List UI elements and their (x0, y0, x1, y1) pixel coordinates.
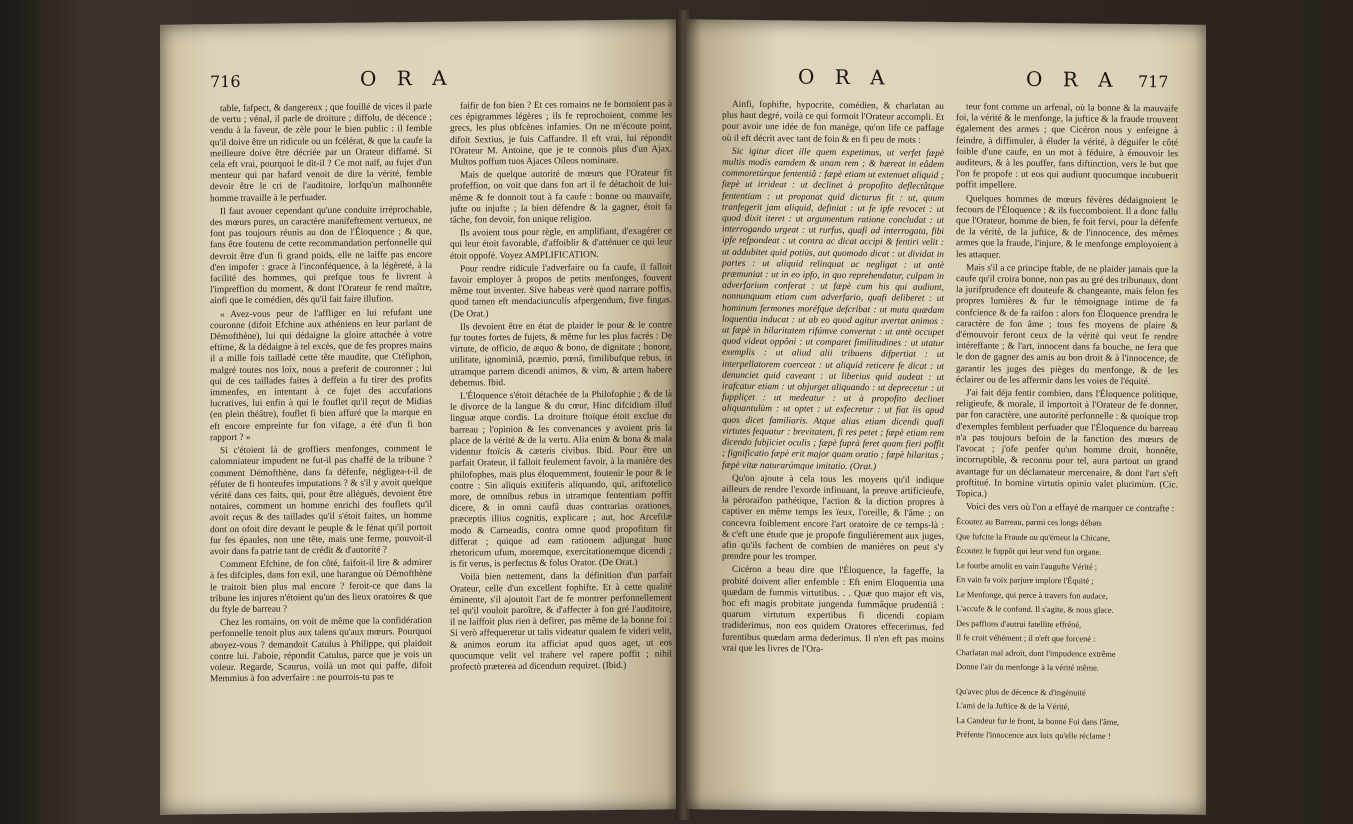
paragraph: Comment Efchine, de fon côté, faifoit-il lire & admirer à fes difciples, dans fon exil, une harangue où Démofthène le traitoit bien plus mal encore ? feroit-ce que dans la tribune les injures n'étoient qu'un des lieux oratoires & que du ftyle de barreau ? (210, 558, 432, 616)
paragraph: « Avez-vous peur de l'affliger en lui refufant une couronne (difoit Efchine aux athéniens en leur parlant de Démofthène), lui qui dédaigne la gloire attachée à votre eftime, & la dédaigne à tel excès, que de fes propres mains il a mille fois tailladé cette tête maudite, que Ctéfiphon, malgré toutes nos loix, nous a preferit de couronner ; lui qui de ces taillades faites à deffein a fu tirer des profits immenfes, en intentant à ce fujet des accufations lucratives, lui enfin à qui le fouflet qu'il reçut de Midias (en plein théâtre), fouflet fi bien affuré que la marque en eft encore empreinte fur fon vifage, a été d'un fi bon rapport ? » (210, 307, 432, 444)
paragraph: Chez les romains, on voit de même que la confidération perfonnelle tenoit plus aux talens qu'aux mœurs. Pourquoi aboyez-vous ? demandoit Catulus à Philippe, qui plaidoit contre lui. J'aboie, répondit Catulus, parce que je vois un voleur. Regarde, Scaurus, voilà un mot qui paffe, difoit Memmius à fon adverfaire : ne pourrois-tu pas te (210, 616, 432, 685)
verse-line: Le Menfonge, qui perce à travers fon audace, (956, 589, 1108, 601)
right-column-2 (956, 102, 1178, 804)
verse-line: Il fe croit véhément ; il n'eft que forcené : (956, 633, 1096, 644)
verse-line: Des paffions d'autrui fatellite effréné, (956, 618, 1082, 630)
paragraph: Il faut avouer cependant qu'une conduite irréprochable, des mœurs pures, un caractère manifeftement vertueux, ne font pas toujours réunis au don de l'Éloquence ; & que, fans être foutenu de cette recommandation perfonnelle qui devroit être d'un fi grand poids, elle ne laiffe pas encore d'en impofer : grace à l'inconféquence, à la légèreté, à la facilité des hommes, qui prefque tous fe livrent à l'impreffion du moment, & dont l'Orateur fe rend maître, ainfi que le comédien, dès qu'il fait faire illufion. (210, 204, 432, 307)
verse-line: Donne l'air du menfonge à la vérité même. (956, 662, 1099, 673)
left-column-2 (450, 99, 672, 801)
paragraph: Ainfi, fophifte, hypocrite, comédien, & charlatan au plus haut degré, voilà ce qui formoit l'Orateur accompli. Et pour avoir une idée de fon manège, qu'on life ce paffage où il eft décrit avec tant de foin & en fi peu de mots : (722, 99, 944, 146)
right-column-1 (722, 100, 944, 802)
page-number-right: 717 (1138, 72, 1169, 92)
verse-line: L'ami de la Juftice & de la Vérité, (956, 701, 1070, 712)
verse-line: Charlatan mal adroit, dont l'impudence extrême (956, 647, 1116, 659)
paragraph: Si c'étoient là de groffiers menfonges, comment le calomniateur impudent ne fut-il pas chaffé de la tribune ? comment Démofthène, dans fa défenfe, négligea-t-il de réfuter de fi honteufes imputations ? & s'il y avoit quelque vérité dans ces faits, qui, pour être allégués, devoient être notaires, comment un homme enrichi des fouflets qu'il avoit reçus & des taillades qu'il s'étoit faites, un homme dont on ofoit dire devant le peuple & le fénat qu'il portoit fur fes épaules, non une tête, mais une ferme, pouvoit-il avoir dans fa patrie tant de crédit & d'autorité ? (210, 443, 432, 558)
running-head-left: O R A (360, 65, 454, 91)
verse-line: L'accufe & le confond. Il s'agite, & nous glace. (956, 604, 1114, 616)
page-number-left: 716 (210, 71, 241, 92)
paragraph: Ils devoient être en état de plaider le pour & le contre fur toutes fortes de fujets, & même fur les plus facrés : De virtute, de officio, de æquo & bono, de dignitate ; honore, utilitate, ignominiâ, præmio, pœnâ, fimilibufque rebus, in utramque partem dicendi animos, & vim, & artem habere debemus. Ibid. (450, 320, 672, 389)
left-page (160, 19, 682, 814)
verse-line: La Candeur fur le front, la bonne Foi dans l'âme, (956, 715, 1120, 727)
verse-line: Que fufcite la Fraude ou qu'émeut la Chicane, (956, 531, 1111, 543)
running-head-right-2: O R A (1026, 66, 1120, 92)
running-head-right: O R A (798, 64, 892, 90)
paragraph: L'Éloquence s'étoit détachée de la Philofophie ; & de là le divorce de la langue & du cœur, Hinc difcidium illud linguæ atque cordis. La droiture ftoïque étoit exclue du barreau ; l'opinion & les convenances y avoient pris la place de la vérité & de la vertu. Alia enim & bona & mala videntur ftoïcis & cæteris civibus. Ibid. Pour être un parfait Orateur, il falloit feulement favoir, à la manière des philofophes, mais plus éloquemment, foutenir le pour & le contre : Sin aliquis exitiferis aliquando, qui, ariftotelico more, de omnibus rebus in utramque fententiam poffit dicere, & in omni caufâ duas contrarias orationes, præceptis illius cognitis, explicare ; aut, hoc Arcefilæ modo & Carneadis, contra omne quod propofitum fit differat ; quique ad eam rationem adjungat hunc rhetoricum ufum, moremque, exercitationemque dicendi ; is fit verus, is perfectus & folus Orator. (De Orat.) (450, 389, 672, 570)
paragraph: Quelques hommes de mœurs févères dédaignoient le fecours de l'Éloquence ; & ils fuccomboient. Il a donc fallu que l'Orateur, homme de bien, fe foit fervi, pour la défenfe de la vérité, de la juftice, & de l'innocence, des mêmes armes que la fraude, l'injure, & le menfonge employoient à les attaquer. (956, 193, 1178, 261)
verse-line: En vain fa voix parjure implore l'Équité ; (956, 575, 1094, 586)
paragraph: Voilà bien nettement, dans la définition d'un parfait Orateur, celle d'un excellent fophifte. Et à cette qualité éminente, s'il ajoutoit l'art de fe montrer perfonnellement tel qu'il vouloit paroître, & d'affecter à fon gré l'auditoire, il ne laiffoit plus rien à defirer, pas même de la bonne foi : Si verò affequeretur ut talis videatur qualem fe videri velit, & animos eorum ita afficiat apud quos aget, ut eos quocumque velit vel trahere vel rapere poffit ; nihil profectò præterea ad dicendum requiret. (Ibid.) (450, 570, 672, 673)
verse-line: Préfente l'innocence aux loix qu'elle réclame ! (956, 730, 1111, 742)
paragraph: teur font comme un arfenal, où la bonne & la mauvaife foi, la vérité & le menfonge, la juftice & la fraude trouvent également des armes ; que Cicéron nous y enfeigne à feindre, à diffimuler, à éluder la vérité, à déguifer le côté foible d'une caufe, en un mot à féduire, à émouvoir les auditeurs, & à les pouffer, fans diftinction, vers le but que l'on fe propofe : ut eos qui audiunt quocumque incubuerit poffit impellere. (956, 102, 1178, 192)
paragraph: J'ai fait déja fentir combien, dans l'Éloquence politique, religieufe, & morale, il importoit à l'Orateur de fe donner, par fon caractère, une autorité perfonnelle : & quoique trop d'exemples femblent perfuader que l'Éloquence du barreau n'a pas toujours befoin de la fanction des mœurs de l'avocat ; j'ofe penfer qu'un homme droit, honnête, incorruptible, & reconnu pour tel, aura partout un grand avantage fur un déclamateur mercenaire, & dont l'art s'eft proftitué. In homine virtutis opinio valet plurimùm. (Cic. Topica.) (956, 388, 1178, 500)
verse-line: Écoutez le fuppôt qui leur vend fon organe. (956, 546, 1102, 557)
paragraph: faifir de fon bien ? Et ces romains ne fe bornoient pas à ces épigrammes légères ; ils fe reprochoient, comme les grecs, les plus obfcènes infamies. On ne m'écoute point, difoit Sextius, je fuis Caffandre. Il eft vrai, lui répondit l'Orateur M. Antoine, que je te connois plus d'un Ajax. Multos poffum tuos Ajaces Oileos nominare. (450, 99, 672, 168)
paragraph: Mais de quelque autorité de mœurs que l'Orateur fit profeffion, on voit que dans fon art il fe détachoit de lui-même & fe donnoit tout à fa caufe : bonne ou mauvaife, jufte ou injufte ; la bien défendre & la gagner, étoit fa tâche, fon devoir, fon unique religion. (450, 168, 672, 226)
paragraph: Voici des vers où l'on a effayé de marquer ce contrafte : (966, 502, 1175, 515)
left-column-1 (210, 102, 432, 804)
paragraph: Pour rendre ridicule l'adverfaire ou fa caufe, il falloit favoir employer à propos de petits menfonges, fouvent même tout inventer. Sive habeas verè quod narrare poffis, quod tamen eft mendaciunculis afpergendum, five fingas. (De Orat.) (450, 262, 672, 320)
verse-line: Qu'avec plus de décence & d'ingénuité (956, 686, 1086, 698)
right-page (686, 19, 1206, 814)
verse-line: Le fourbe amolit en vain l'augufte Vérité ; (956, 560, 1098, 572)
verse-block (956, 515, 1178, 745)
paragraph: table, fafpect, & dangereux ; que fouillé de vices il parle de vertu ; vénal, il parle de droiture ; diffolu, de décence ; vendu à la faveur, de zèle pour le bien public : il femble qu'il doive être un ridicule ou un fcélérat, & que la caufe la meilleure doive être décriée par un Orateur diffamé. Si cela eft vrai, pourquoi le dit-il ? Ce mot naïf, au fujet d'un menteur qui par hafard venoit de dire la vérité, femble devoir être le cri de l'auditoire, lorfqu'un malhonnête homme travaille à le perfuader. (210, 101, 432, 204)
paragraph: Ils avoient tous pour règle, en amplifiant, d'exagérer ce qui leur étoit favorable, d'affoiblir & d'atténuer ce qui leur étoit oppofé. Voyez AMPLIFICATION. (450, 226, 672, 262)
paragraph: Mais s'il a ce principe ftable, de ne plaider jamais que la caufe qu'il croira bonne, non pas au gré des tribunaux, dont la jurifprudence eft douteufe & changeante, mais felon fes propres lumières & fur le témoignage intime de fa confcience & de fa raifon : alors fon Éloquence prendra le caractère de fon âme ; tous fes moyens de plaire & d'émouvoir feront ceux de la vérité qui veut fe rendre intéreffante ; & l'art, innocent dans fa bouche, ne fera que le don de gagner des amis au bon droit & à l'innocence, de garantir les juges des pièges du menfonge, & de les éclairer ou de les affermir dans les voies de l'équité. (956, 263, 1178, 388)
paragraph: Cicéron a beau dire que l'Éloquence, la fageffe, la probité doivent aller enfemble : Eft enim Eloquentia una quædam de fummis virtutibus. . . Quæ quo major eft vis, hoc eft magis probitate jungenda fummâque prudentiâ : quarum virtutum expertibus fi dicendi copiam tradiderimus, non eos quidem Oratores effecerimus, fed furentibus quædam arma dederimus. Il n'en eft pas moins vrai que les livres de l'Ora- (722, 565, 944, 655)
verse-line: Écoutez au Barreau, parmi ces longs débats (956, 517, 1102, 528)
paragraph: Qu'on ajoute à cela tous les moyens qu'il indique ailleurs de rendre l'exorde infinuant, la preuve artificieufe, la péroraifon pathétique, l'action & la diction propres à captiver en même temps les ïeux, l'oreille, & l'âme ; on concevra foiblement encore l'art oratoire de ce temps-là : & c'eft une étude que je propofe fingulièrement aux juges, afin qu'ils fachent de combien de manières on peut s'y prendre pour les tromper. (722, 473, 944, 563)
latin-quotation: Sic igitur dicet ille quem expetimus, ut verfet fæpè multis modis eamdem & unam rem ; & hæreat in eâdem commoretúrque fententiâ : fæpè etiam ut extenuet aliquid ; fæpè ut irrideat : ut declinet à propofito deflectâtque fententiam : ut proponat quid dicturus fit : ut, quum tranfegerit jam aliquid, definiat : ut fe ipfe revocet : ut quod dixit iteret : ut argumentum ratione concludat : ut interrogando urgeat : ut rurfus, quafi ad interrogata, fibi ipfe refpondeat : ut contra ac dicat accipi & fentiri velit : ut addubitet quid potiùs, aut quomodo dicat : ut dividat in partes : ut aliquid relinquat ac negligat : ut antè præmuniat : ut in eo ipfo, in quo reprehendatur, culpam in adverfarium conferat : ut fæpè cum his qui audiunt, nonnunquam etiam cum adverfario, quafi deliberet : ut hominum fermones moréfque defcribat : ut muta quædam loquentia inducat : ut ab eo quod agitur avertat animos : ut fæpè in hilaritatem rifúmve convertat : ut antè occupet quod videat oppôni : ut comparet fimilitudines : ut utatur exemplis : ut aliud alii tribuens difpertiat : ut interpellatorem coerceat : ut aliquid reticere fe dicat : ut denunciet quid caveant : ut liberius quid audeat : ut irafcatur etiam : ut objurget aliquando : ut deprecetur : ut fuppliçet : ut medeatur : ut à propofito declinet aliquantulùm : ut optet : ut exfecretur : ut fiat iis apud quos dicet familiaris. Atque alias etiam dicendi quafi virtutes fequatur : brevitatem, fi res petet ; fæpè etiam rem dicendo fubjiciet oculis ; fæpè fuprà feret quam fieri poffit ; fignificatio fæpè erit major quam oratio ; fæpè hilaritas ; fæpè vitæ naturarúmque imitatio. (Orat.) (722, 146, 944, 472)
